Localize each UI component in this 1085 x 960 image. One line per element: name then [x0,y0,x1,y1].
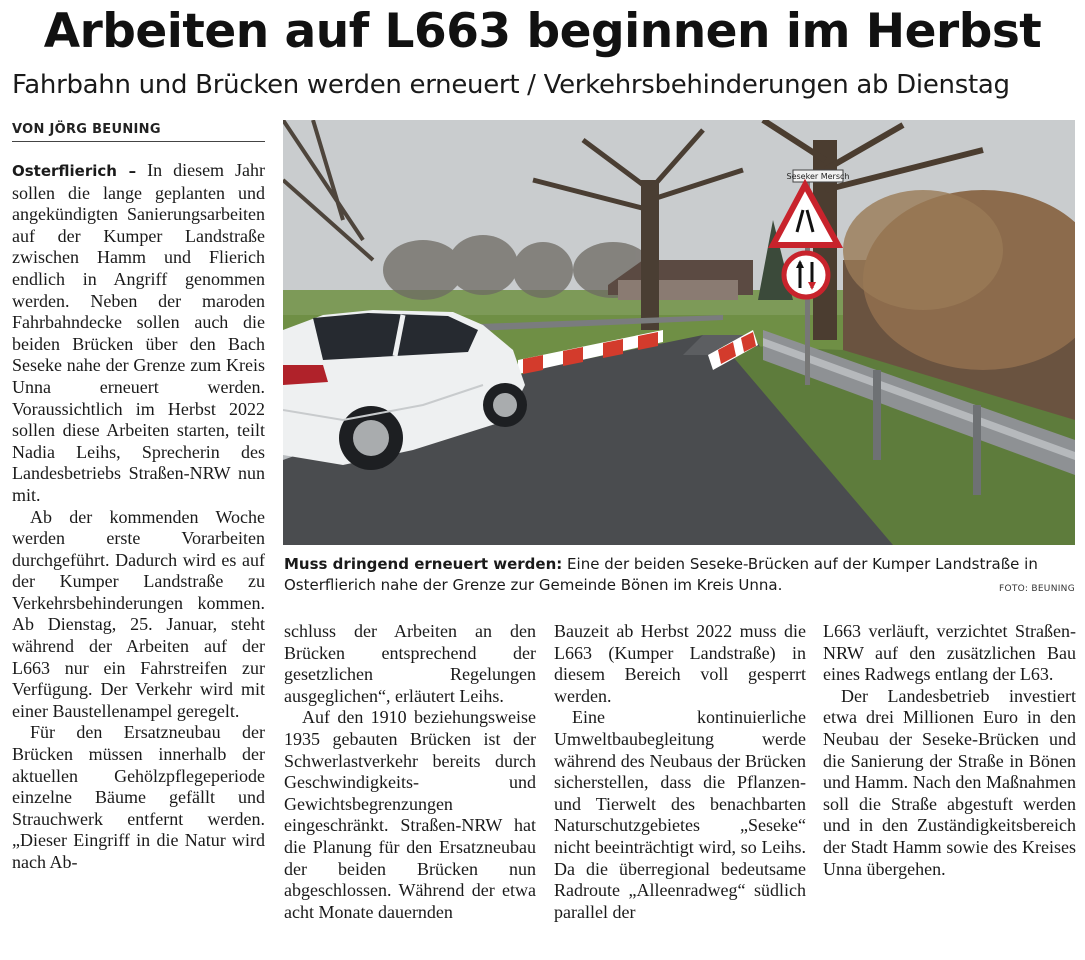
article-column-3 [554,621,806,923]
article-column-4 [823,621,1076,880]
article-paragraph-6: Der Landesbetrieb investiert etwa drei Millionen Euro in den Neubau der Seseke-Brücken und die Sanierung der Straße in Bönen und Hamm. Nach den Maßnahmen soll die Straße abgestuft werden und in den Zuständigkeitsbereich der Stadt Hamm sowie des Kreises Unna übergehen. [823,685,1076,879]
paragraph-1-text: In diesem Jahr sollen die lange geplanten und angekündigten Sanierungsarbeiten auf der Kumper Landstraße zwischen Hamm und Flierich endlich in Angriff genommen werden. Neben der maroden Fahrbahndecke sollen auch die beiden Brücken über den Bach Seseke nahe der Grenze zum Kreis Unna erneuert werden. Voraussichtlich im Herbst 2022 sollen diese Arbeiten starten, teilt Nadia Leihs, Sprecherin des Landesbetriebs Straßen-NRW nun mit. [12,160,266,505]
street-sign-text: Seseker Mersch [786,172,850,181]
article-paragraph-1 [12,160,265,507]
photo-caption [284,554,1076,596]
byline: VON JÖRG BEUNING [12,122,265,142]
caption-text: Eine der beiden Seseke-Brücken auf der Kumper Landstraße in Osterflierich nahe der Grenze zur Gemeinde Bönen im Kreis Unna. [284,555,1038,594]
article-paragraph-2: Ab der kommenden Woche werden erste Vorarbeiten durchgeführt. Dadurch wird es auf der Kumper Landstraße zu Verkehrsbehinderungen kommen. Ab Dienstag, 25. Januar, steht während der Arbeiten auf der L663 nur ein Fahrstreifen zur Verfügung. Der Verkehr wird mit einer Baustellenampel geregelt. [12,506,265,721]
article-paragraph-3-end: schluss der Arbeiten an den Brücken entsprechend der gesetzlichen Regelungen ausgeglichen“, erläutert Leihs. [284,621,536,706]
article-column-2 [284,621,536,923]
article-paragraph-4-end: Bauzeit ab Herbst 2022 muss die L663 (Kumper Landstraße) in diesem Bereich voll gesperrt werden. [554,621,806,706]
photo-road-bridge-icon [283,120,1075,545]
article-paragraph-4-start: Auf den 1910 beziehungsweise 1935 gebauten Brücken ist der Schwerlastverkehr bereits durch Geschwindigkeits- und Gewichtsbegrenzungen eingeschränkt. Straßen-NRW hat die Planung für den Ersatzneubau der beiden Brücken nun abgeschlossen. Während der etwa acht Monate dauernden [284,707,536,922]
dateline: Osterflierich – [12,162,137,180]
headline: Arbeiten auf L663 beginnen im Herbst [43,4,1042,59]
subheadline: Fahrbahn und Brücken werden erneuert / Verkehrsbehinderungen ab Dienstag [12,70,1010,100]
caption-lead: Muss dringend erneuert werden: [284,555,563,573]
article-paragraph-5-start: Eine kontinuierliche Umweltbaubegleitung werde während des Neubaus der Brücken sicherstellen, dass die Pflanzen- und Tierwelt des benachbarten Naturschutzgebietes „Seseke“ nicht beeinträchtigt wird, so Leihs. Da die überregional bedeutsame Radroute „Alleenradweg“ südlich parallel der [554,707,806,922]
article-column-1 [12,160,265,874]
article-paragraph-3-start: Für den Ersatzneubau der Brücken müssen innerhalb der aktuellen Gehölzpflegeperiode einzelne Bäume gefällt und Strauchwerk entfernt werden. „Dieser Eingriff in die Natur wird nach Ab- [12,722,265,872]
article-paragraph-5-end: L663 verläuft, verzichtet Straßen-NRW auf den zusätzlichen Bau eines Radwegs entlang der L63. [823,621,1076,685]
article-photo [283,120,1075,545]
photo-credit: FOTO: BEUNING [998,584,1075,594]
